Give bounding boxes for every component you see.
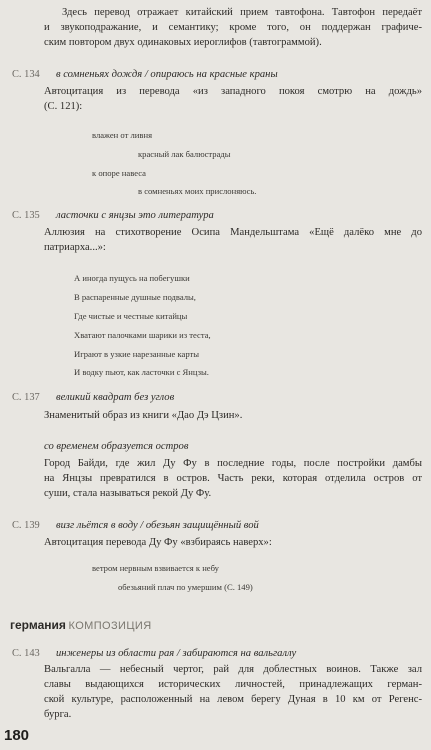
entry-134-title: в сомненьях дождя / опираюсь на красные краны <box>56 69 278 80</box>
verse-135-6: И водку пьют, как ласточки с Янцзы. <box>74 367 209 377</box>
entry-143-line-1: Вальгалла — небесный чертог, рай для доблестных воинов. Также зал <box>44 664 422 675</box>
intro-line-3: ским повтором двух одинаковых иероглифов (тавтограммой). <box>44 37 322 48</box>
entry-143-title: инженеры из области рая / забираются на вальгаллу <box>56 648 297 659</box>
entry-137-sub-line-1: Город Байди, где жил Ду Фу в последние годы, после постройки дамбы <box>44 458 422 469</box>
citation-134: С. 134 <box>12 69 40 80</box>
verse-139-1: ветром нервным взвивается к небу <box>92 563 219 573</box>
entry-135-title: ласточки с янцзы это литература <box>56 210 214 221</box>
entry-134-line-1: Автоцитация из перевода «из западного покоя смотрю на дождь» <box>44 86 422 97</box>
entry-139-title: визг льётся в воду / обезьян защищённый вой <box>56 520 259 531</box>
verse-135-4: Хватают палочками шарики из теста, <box>74 330 211 340</box>
section-title: германия <box>10 618 66 632</box>
verse-134-3: к опоре навеса <box>92 168 146 178</box>
entry-137-subtitle: со временем образуется остров <box>44 441 189 452</box>
verse-134-4: в сомненьях моих прислоняюсь. <box>138 186 257 196</box>
verse-134-1: влажен от ливня <box>92 130 153 140</box>
entry-137-sub-line-2: на Янцзы превратился в остров. Часть реки, которая отделила остров от <box>44 473 422 484</box>
entry-143-line-2: славы выдающихся исторических личностей, принадлежащих герман- <box>44 679 422 690</box>
citation-139: С. 139 <box>12 520 40 531</box>
page-number: 180 <box>4 727 30 744</box>
entry-137-line-1: Знаменитый образ из книги «Дао Дэ Цзин». <box>44 410 243 421</box>
citation-137: С. 137 <box>12 392 40 403</box>
entry-143-line-3: ской культуре, расположенный на левом берегу Дуная в 10 км от Регенс- <box>44 694 422 705</box>
entry-137-title: великий квадрат без углов <box>56 392 175 403</box>
verse-135-2: В распаренные душные подвалы, <box>74 292 196 302</box>
entry-135-line-1: Аллюзия на стихотворение Осипа Мандельштама «Ещё далёко мне до <box>44 227 422 238</box>
section-subtitle: КОМПОЗИЦИЯ <box>68 620 152 632</box>
entry-143-line-4: бурга. <box>44 709 72 720</box>
citation-143: С. 143 <box>12 648 40 659</box>
verse-135-1: А иногда пущусь на побегушки <box>74 273 190 283</box>
entry-135-line-2: патриарха...»: <box>44 242 106 253</box>
entry-134-line-2: (С. 121): <box>44 101 83 112</box>
entry-139-line-1: Автоцитация перевода Ду Фу «взбираясь наверх»: <box>44 537 272 548</box>
citation-135: С. 135 <box>12 210 40 221</box>
verse-135-3: Где чистые и честные китайцы <box>74 311 188 321</box>
section-heading <box>10 618 152 634</box>
verse-139-2: обезьяний плач по умершим (С. 149) <box>118 582 253 592</box>
intro-line-2: и звукоподражание, и семантику; кроме того, он поддержан графиче- <box>44 22 422 33</box>
intro-line-1: Здесь перевод отражает китайский прием тавтофона. Тавтофон передаёт <box>62 7 422 18</box>
entry-137-sub-line-3: суши, стала называться рекой Ду Фу. <box>44 488 212 499</box>
verse-135-5: Играют в узкие нарезанные карты <box>74 349 200 359</box>
verse-134-2: красный лак балюстрады <box>138 149 231 159</box>
